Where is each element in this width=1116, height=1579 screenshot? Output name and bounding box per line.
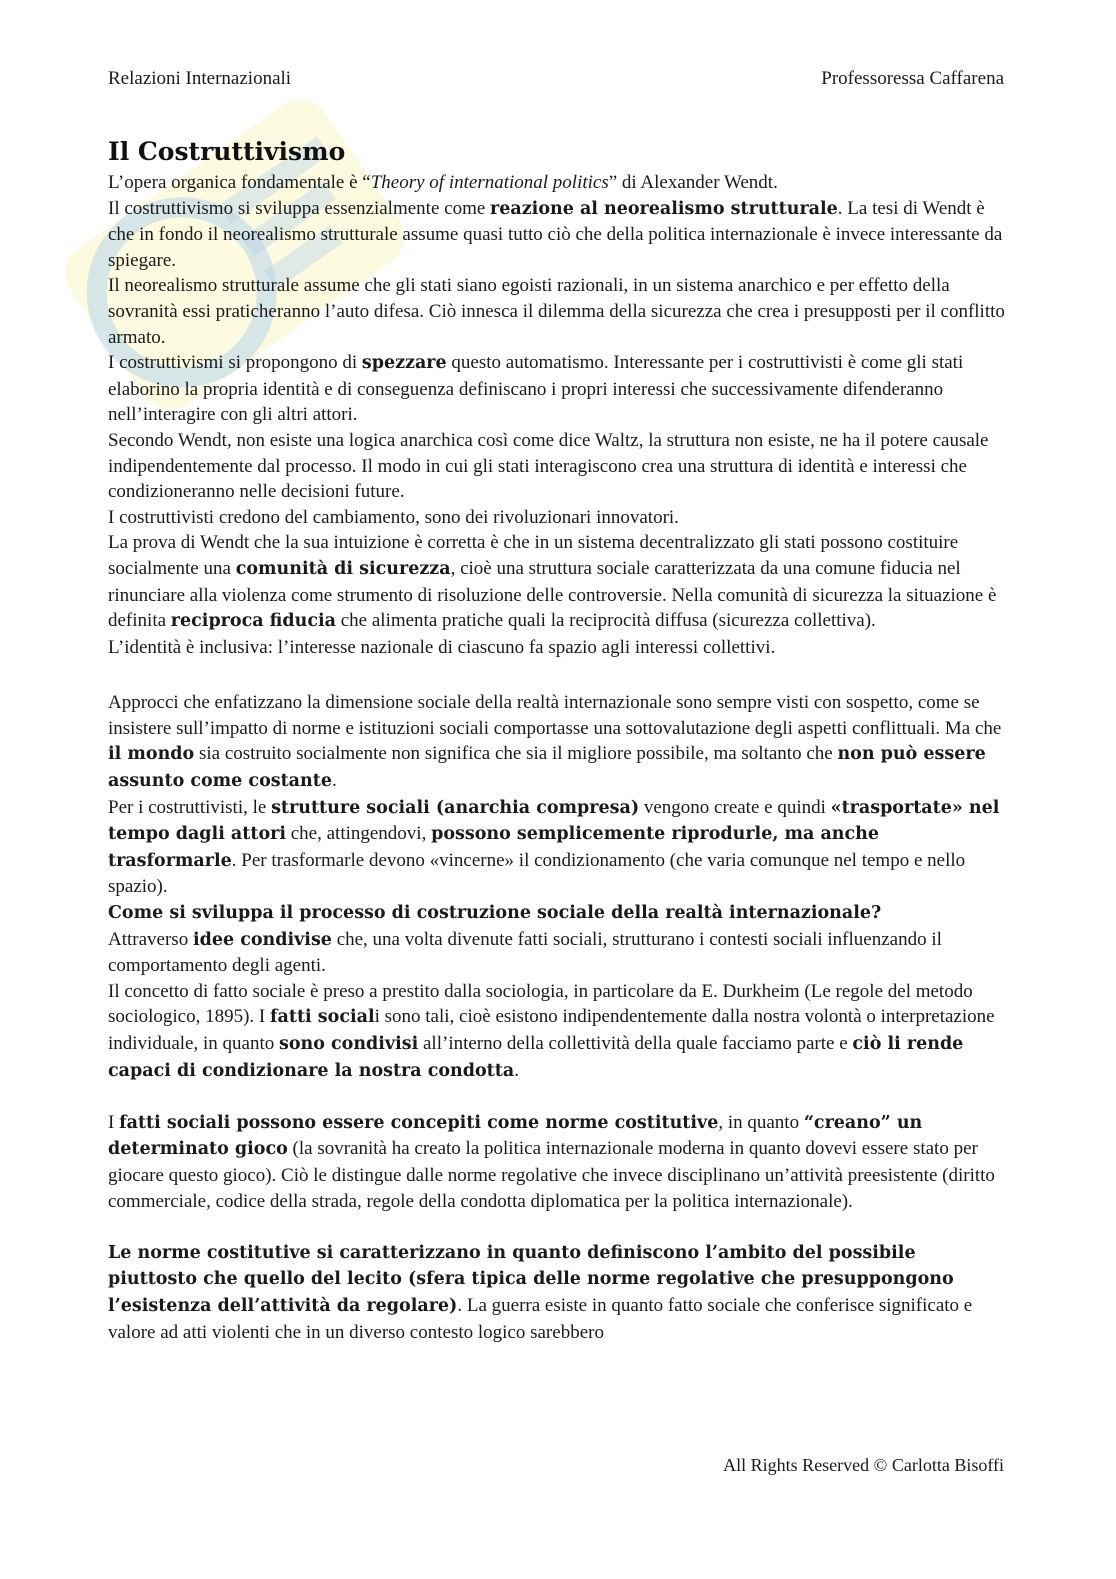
page-title: Il Costruttivismo (108, 137, 346, 166)
paragraph-3: Il neorealismo strutturale assume che gli stati siano egoisti razionali, in un sistema anarchico e per effetto della sovranità essi praticheranno l’auto difesa. Ciò innesca il dilemma della sicurezza che crea i presupposti per il conflitto armato. (108, 275, 1005, 348)
paragraph-6: I costruttivisti credono del cambiamento, sono dei rivoluzionari innovatori. (108, 506, 679, 528)
paragraph-11-question: Come si sviluppa il processo di costruzione sociale della realtà internazionale? (108, 903, 882, 924)
paragraph-8: L’identità è inclusiva: l’interesse nazionale di ciascuno fa spazio agli interessi collettivi. (108, 636, 776, 658)
paragraph-9: Approcci che enfatizzano la dimensione sociale della realtà internazionale sono sempre visti con sospetto, come se insistere sull’impatto di norme e istituzioni sociali comportasse una sottovalutazione degli aspetti conflittuali. Ma che il mondo sia costruito socialmente non significa che sia il migliore possibile, ma soltanto che non può essere assunto come costante. (108, 692, 1002, 792)
paragraph-2: Il costruttivismo si sviluppa essenzialmente come reazione al neorealismo strutturale. La tesi di Wendt è che in fondo il neorealismo strutturale assume quasi tutto ciò che della politica internazionale è invece interessante da spiegare. (108, 197, 1003, 271)
work-title: Theory of international politics (370, 172, 609, 193)
paragraph-13: Il concetto di fatto sociale è preso a prestito dalla sociologia, in particolare da E. Durkheim (Le regole del metodo sociologico, 1895). I fatti sociali sono tali, cioè esistono indipendentemente dalla nostra volontà o interpretazione individuale, in quanto sono condivisi all’interno della collettività della quale facciamo parte e ciò li rende capaci di condizionare la nostra condotta. (108, 980, 995, 1081)
paragraph-4: I costruttivismi si propongono di spezzare questo automatismo. Interessante per i costruttivisti è come gli stati elaborino la propria identità e di conseguenza definiscano i propri interessi che successivamente difenderanno nell’interagire con gli altri attori. (108, 352, 964, 426)
paragraph-14: I fatti sociali possono essere concepiti come norme costitutive, in quanto “creano” un determinato gioco (la sovranità ha creato la politica internazionale moderna in quanto dovevi essere stato per giocare questo gioco). Ciò le distingue dalle norme regolative che invece disciplinano un’attività preesistente (diritto commerciale, codice della strada, regole della condotta diplomatica per la politica internazionale). (108, 1111, 995, 1212)
paragraph-10: Per i costruttivisti, le strutture sociali (anarchia compresa) vengono create e quindi «trasportate» nel tempo dagli attori che, attingendovi, possono semplicemente riprodurle, ma anche trasformarle. Per trasformarle devono «vincerne» il condizionamento (che varia comunque nel tempo e nello spazio). (108, 796, 1000, 898)
paragraph-1: L’opera organica fondamentale è “Theory of international politics” di Alexander Wendt. (108, 172, 778, 193)
paragraph-12: Attraverso idee condivise che, una volta divenute fatti sociali, strutturano i contesti sociali influenzando il comportamento degli agenti. (108, 928, 942, 977)
document-body (108, 134, 1008, 1345)
paragraph-7: La prova di Wendt che la sua intuizione è corretta è che in un sistema decentralizzato gli stati possono costituire socialmente una comunità di sicurezza, cioè una struttura sociale caratterizzata da una comune fiducia nel rinunciare alla violenza come strumento di risoluzione delle controversie. Nella comunità di sicurezza la situazione è definita reciproca fiducia che alimenta pratiche quali la reciprocità diffusa (sicurezza collettiva). (108, 532, 997, 632)
header-course: Relazioni Internazionali (108, 68, 292, 89)
paragraph-5: Secondo Wendt, non esiste una logica anarchica così come dice Waltz, la struttura non esiste, ne ha il potere causale indipendentemente dal processo. Il modo in cui gli stati interagiscono crea una struttura di identità e interessi che condizioneranno nelle decisioni future. (108, 429, 989, 503)
paragraph-15: Le norme costitutive si caratterizzano in quanto definiscono l’ambito del possibile piuttosto che quello del lecito (sfera tipica delle norme regolative che presuppongono l’esistenza dell’attività da regolare). La guerra esiste in quanto fatto sociale che conferisce significato e valore ad atti violenti che in un diverso contesto logico sarebbero (108, 1242, 973, 1343)
header-professor: Professoressa Caffarena (821, 68, 1004, 89)
footer-copyright: All Rights Reserved © Carlotta Bisoffi (723, 1455, 1004, 1475)
